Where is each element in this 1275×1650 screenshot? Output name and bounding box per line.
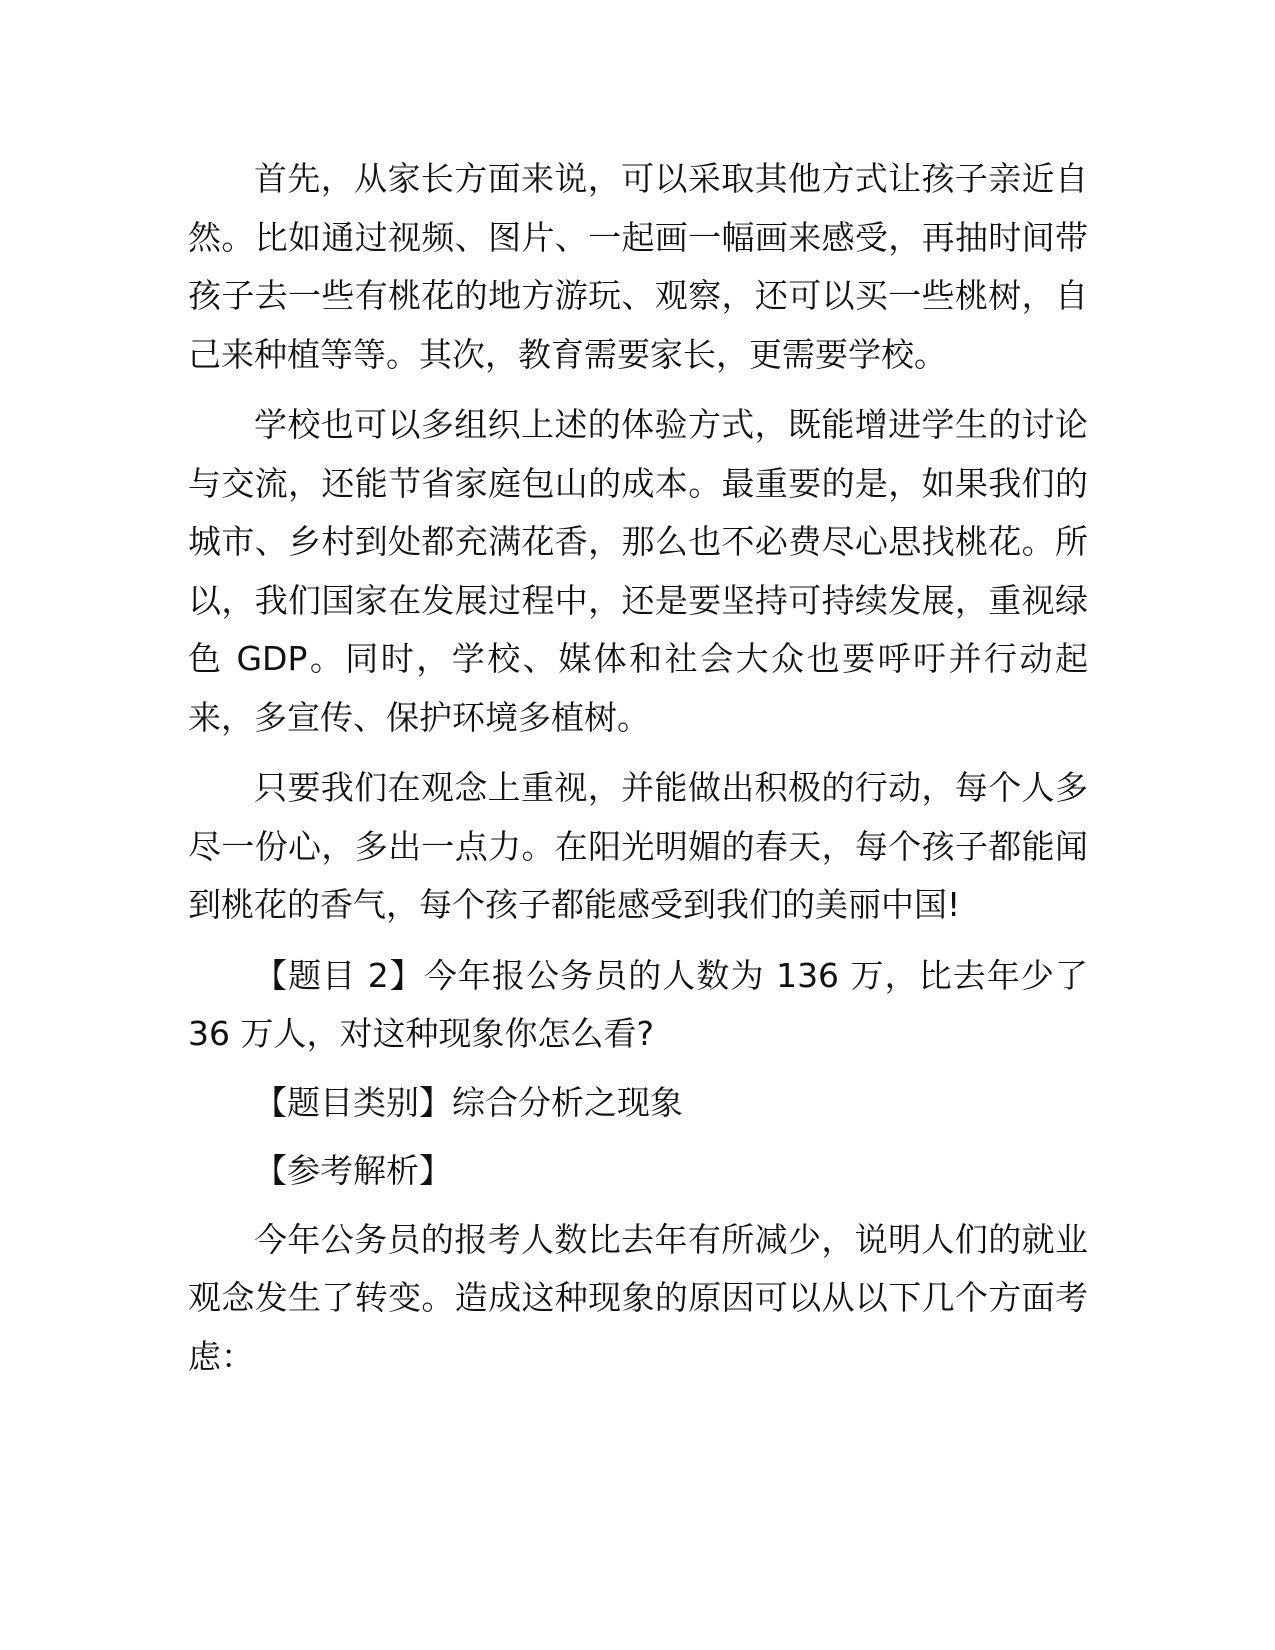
question-category: 【题目类别】综合分析之现象 xyxy=(254,1082,683,1122)
reference-analysis-heading: 【参考解析】 xyxy=(254,1151,452,1190)
document-body xyxy=(188,150,1088,1398)
paragraph-analysis-intro: 今年公务员的报考人数比去年有所减少，说明人们的就业观念发生了转变。造成这种现象的原因可以从以下几个方面考虑： xyxy=(188,1219,1088,1376)
paragraph-conclusion: 只要我们在观念上重视，并能做出积极的行动，每个人多尽一份心，多出一点力。在阳光明媚的春天，每个孩子都能闻到桃花的香气，每个孩子都能感受到我们的美丽中国! xyxy=(188,768,1088,924)
question-2-heading: 【题目 2】今年报公务员的人数为 136 万，比去年少了 36 万人，对这种现象你怎么看? xyxy=(188,955,1088,1053)
paragraph-school-and-green-gdp: 学校也可以多组织上述的体验方式，既能增进学生的讨论与交流，还能节省家庭包山的成本。最重要的是，如果我们的城市、乡村到处都充满花香，那么也不必费尽心思找桃花。所以，我们国家在发展过程中，还是要坚持可持续发展，重视绿色 GDP。同时，学校、媒体和社会大众也要呼吁并行动起来，多宣传、保护环境多植树。 xyxy=(188,405,1088,737)
paragraph-parent-school-suggestion: 首先，从家长方面来说，可以采取其他方式让孩子亲近自然。比如通过视频、图片、一起画一幅画来感受，再抽时间带孩子去一些有桃花的地方游玩、观察，还可以买一些桃树，自己来种植等等。其次，教育需要家长，更需要学校。 xyxy=(188,159,1088,374)
